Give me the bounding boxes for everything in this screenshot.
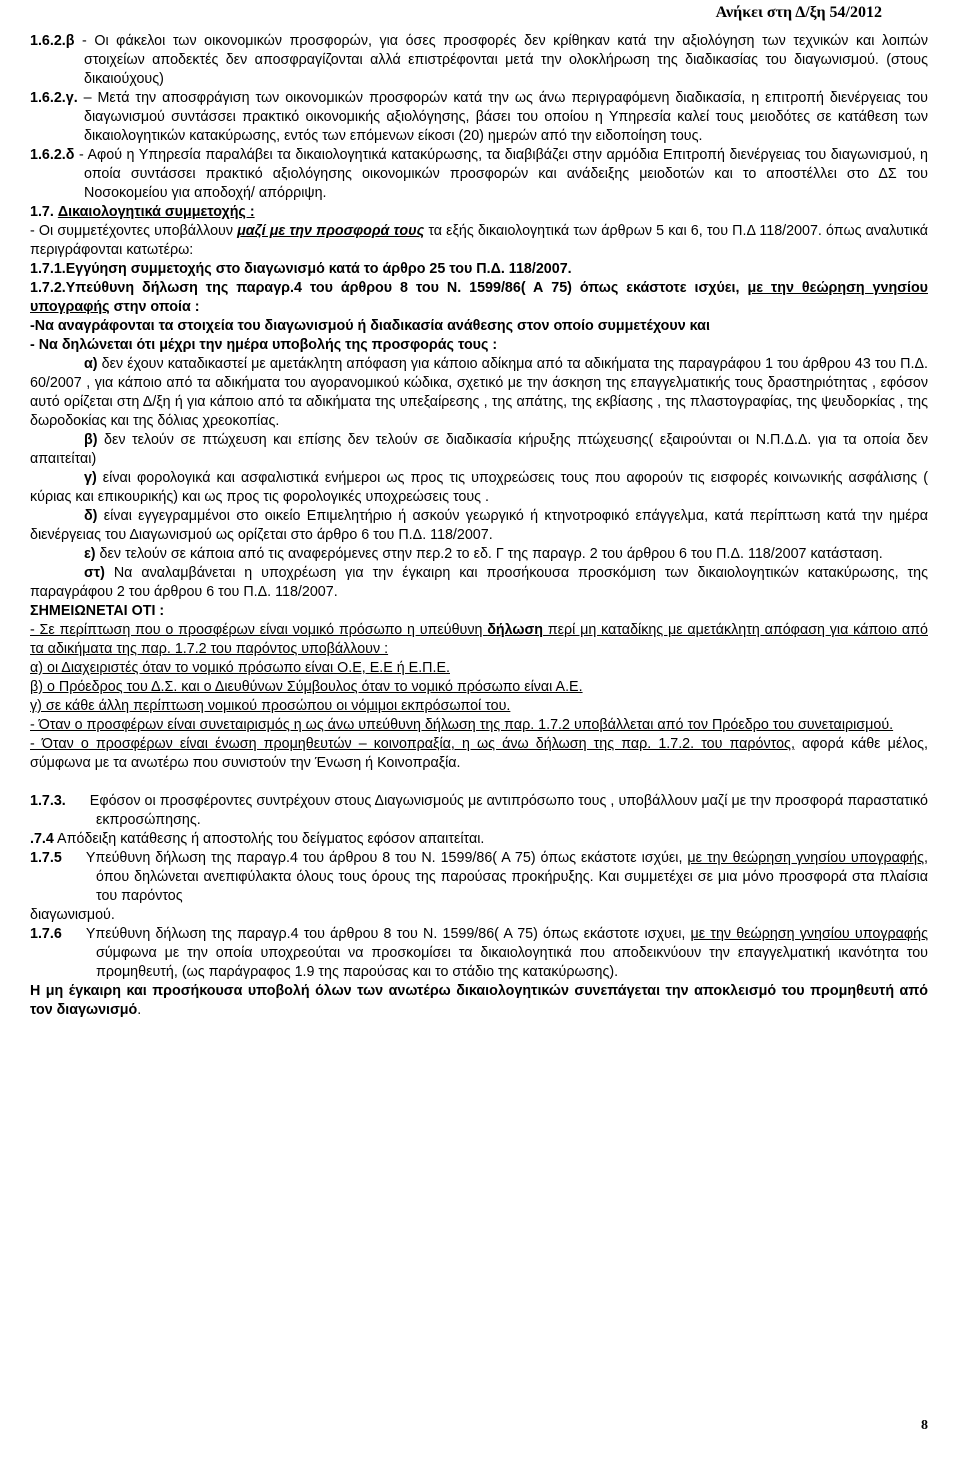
section-number: 1.7. xyxy=(30,204,54,220)
intro-text: - Οι συμμετέχοντες υποβάλλουν xyxy=(30,223,238,239)
note-text-rest: αφορά κάθε μέλος, σύμφωνα με τα ανωτέρω που συνιστούν την Ένωση ή Κοινοπραξία. xyxy=(30,736,928,771)
item-label: στ) xyxy=(84,565,105,581)
note-text: - Όταν ο προσφέρων είναι ένωση προμηθευτών – κοινοπραξία, η ως άνω δήλωση της παρ. 1.7.2. του παρόντος, xyxy=(30,736,795,752)
item-d xyxy=(30,507,928,545)
note-6 xyxy=(30,735,928,773)
item-e xyxy=(30,545,928,564)
section-1-7-3 xyxy=(30,792,928,830)
section-text: Απόδειξη κατάθεσης ή αποστολής του δείγματος εφόσον απαιτείται. xyxy=(53,831,485,847)
section-1-6-2-b xyxy=(30,32,928,89)
intro-emphasis: μαζί με την προσφορά τους xyxy=(237,223,425,239)
section-number: .7.4 xyxy=(30,831,54,847)
notes-title: ΣΗΜΕΙΩΝΕΤΑΙ ΟΤΙ : xyxy=(30,603,165,619)
item-text: είναι εγγεγραμμένοι στο οικείο Επιμελητήριο ή ασκούν γεωργικό ή κτηνοτροφικό επάγγελμα, κατά περίπτωση κατά την ημέρα διενέργειας του Διαγωνισμού ως ορίζεται στο άρθρο 6 του Π.Δ. 118/2007. xyxy=(30,508,928,543)
section-text: - Αφού η Υπηρεσία παραλάβει τα δικαιολογητικά κατακύρωσης, τα διαβιβάζει στην αρμόδια Επιτροπή διενέργειας του διαγωνισμού, η οποία συντάσσει πρακτικό αξιολόγησης οικονομικών προσφορών και ανάδειξης μειοδοτών και το αποστέλλει στο ΔΣ του Νοσοκομείου για αποδοχή/ απόρριψη. xyxy=(74,147,928,201)
intro-text-rest: τα εξής δικαιολογητικά των άρθρων 5 και 6, του Π.Δ 118/2007. όπως αναλυτικά περιγράφονται κατωτέρω: xyxy=(30,223,928,258)
item-label: β) xyxy=(84,432,98,448)
final-statement-end: . xyxy=(137,1002,142,1018)
item-text: δεν τελούν σε πτώχευση και επίσης δεν τελούν σε διαδικασία κήρυξης πτώχευσης( εξαιρούνται οι Ν.Π.Δ.Δ. για τα οποία δεν απαιτείται) xyxy=(30,432,928,467)
page-header: Ανήκει στη Δ/ξη 54/2012 xyxy=(715,4,882,21)
note-text: - Σε περίπτωση που ο προσφέρων είναι νομικό πρόσωπο η υπεύθυνη xyxy=(30,622,488,638)
signature-clause: με την θεώρηση γνησίου υπογραφής xyxy=(30,280,928,315)
signature-clause: με την θεώρηση γνησίου υπογραφής xyxy=(687,850,925,866)
section-number: 1.7.6 xyxy=(30,926,62,942)
item-label: α) xyxy=(84,356,98,372)
note-3: β) ο Πρόεδρος του Δ.Σ. και ο Διευθύνων Σύμβουλος όταν το νομικό πρόσωπο είναι Α.Ε. xyxy=(30,679,583,695)
section-text: Εφόσον οι προσφέροντες συντρέχουν στους Διαγωνισμούς με αντιπρόσωπο τους , υποβάλλουν μαζί με την προσφορά παραστατικό εκπροσώπησης. xyxy=(89,793,928,828)
item-label: ε) xyxy=(84,546,96,562)
item-label: δ) xyxy=(84,508,98,524)
note-emphasis: δήλωση xyxy=(487,622,544,638)
section-number: 1.7.5 xyxy=(30,850,62,866)
section-1-7-1: 1.7.1.Εγγύηση συμμετοχής στο διαγωνισμό κατά το άρθρο 25 του Π.Δ. 118/2007. xyxy=(30,261,572,277)
item-text: δεν έχουν καταδικαστεί με αμετάκλητη απόφαση για κάποιο αδίκημα από τα αδικήματα της παραγράφου 1 του άρθρου 43 του Π.Δ. 60/2007 , για κάποιο από τα αδικήματα του αγορανομικού κώδικα, σχετικό με την άσκηση της επαγγελματικής τους δραστηριότητας , εφόσον αυτό ορίζεται στη Δ/ξη ή για κάποιο από τα αδικήματα της υπεξαίρεσης , της απάτης, της εκβίασης , της πλαστογραφίας, της ψευδορκίας , της δωροδοκίας και της δόλιας χρεοκοπίας. xyxy=(30,356,928,429)
spacer xyxy=(30,773,928,792)
section-text-end: σύμφωνα με την οποία υποχρεούται να προσκομίσει τα δικαιολογητικά που αποδεικνύουν την επαγγελματική ικανότητα του προμηθευτή, (ως παράγραφος 1.9 της παρούσας και το στάδιο της κατακύρωσης). xyxy=(96,945,928,980)
item-f xyxy=(30,564,928,602)
note-5: - Όταν ο προσφέρων είναι συνεταιρισμός η ως άνω υπεύθυνη δήλωση της παρ. 1.7.2 υποβάλλεται από τον Πρόεδρο του συνεταιρισμού. xyxy=(30,717,894,733)
item-text: δεν τελούν σε κάποια από τις αναφερόμενες στην περ.2 το εδ. Γ της παραγρ. 2 του άρθρου 6 του Π.Δ. 118/2007 κατάσταση. xyxy=(95,546,883,562)
section-1-7-2 xyxy=(30,279,928,317)
section-number: 1.6.2.β xyxy=(30,33,75,49)
item-label: γ) xyxy=(84,470,97,486)
item-a xyxy=(30,355,928,431)
section-text-end: , όπου δηλώνεται ανεπιφύλακτα όλους τους όρους της παρούσας προκήρυξης. Και συμμετέχει σε μια μόνο προσφορά στα πλαίσια του παρόντος xyxy=(96,850,928,904)
section-number: 1.6.2.δ xyxy=(30,147,75,163)
item-b xyxy=(30,431,928,469)
requirement-line-2: - Να δηλώνεται ότι μέχρι την ημέρα υποβολής της προσφοράς τους : xyxy=(30,337,498,353)
section-text-end: στην οποία : xyxy=(109,299,200,315)
section-text: – Μετά την αποσφράγιση των οικονομικών προσφορών κατά την ως άνω περιγραφόμενη διαδικασία, η επιτροπή διενέργειας του διαγωνισμού συντάσσει πρακτικό οικονομικής αξιολόγησης, βάσει του οποίου η Υπηρεσία καλεί τους μειοδότες σε κατάθεση των δικαιολογητικών κατακύρωσης, εντός των επόμενων είκοσι (20) ημερών από την ειδοποίηση τους. xyxy=(77,90,928,144)
note-text-rest: περί μη καταδίκης με αμετάκλητη απόφαση για κάποιο από τα αδικήματα της παρ. 1.7.2 του παρόντος υποβάλλουν : xyxy=(30,622,928,657)
item-text: Να αναλαμβάνεται η υποχρέωση για την έγκαιρη και προσήκουσα προσκόμιση των δικαιολογητικών κατακύρωσης, της παραγράφου 2 του άρθρου 6 του Π.Δ. 118/2007. xyxy=(30,565,928,600)
section-1-7-6 xyxy=(30,925,928,982)
section-1-6-2-c xyxy=(30,89,928,146)
final-statement-text: Η μη έγκαιρη και προσήκουσα υποβολή όλων των ανωτέρω δικαιολογητικών συνεπάγεται την αποκλεισμό του προμηθευτή από τον διαγωνισμό xyxy=(30,983,928,1018)
section-text: Υπεύθυνη δήλωση της παραγρ.4 του άρθρου 8 του Ν. 1599/86( Α 75) όπως εκάστοτε ισχυει, xyxy=(85,926,691,942)
item-text: είναι φορολογικά και ασφαλιστικά ενήμεροι ως προς τις υποχρεώσεις τους που αφορούν τις εισφορές κοινωνικής ασφάλισης ( κύριας και επικουρικής) και ως προς τις φορολογικές υποχρεώσεις τους . xyxy=(30,470,928,505)
section-1-7-4 xyxy=(30,830,928,849)
section-text: - Οι φάκελοι των οικονομικών προσφορών, για όσες προσφορές δεν κρίθηκαν κατά την αξιολόγηση των τεχνικών και λοιπών στοιχείων αποδεκτές δεν αποσφραγίζονται αλλά επιστρέφονται μετά την ολοκλήρωση της διαδικασίας του διαγωνισμού. (στους δικαιούχους) xyxy=(74,33,928,87)
section-text: 1.7.2.Υπεύθυνη δήλωση της παραγρ.4 του άρθρου 8 του Ν. 1599/86( Α 75) όπως εκάστοτε ισχύει, xyxy=(30,280,748,296)
section-1-6-2-d xyxy=(30,146,928,203)
section-1-7-5 xyxy=(30,849,928,906)
section-1-7-5-tail: διαγωνισμού. xyxy=(30,907,115,923)
page-number: 8 xyxy=(921,1418,928,1433)
section-number: 1.6.2.γ. xyxy=(30,90,78,106)
note-2: α) οι Διαχειριστές όταν το νομικό πρόσωπο είναι Ο.Ε, Ε.Ε ή Ε.Π.Ε. xyxy=(30,660,450,676)
note-1 xyxy=(30,621,928,659)
document-body xyxy=(30,32,928,1020)
requirement-line-1: -Να αναγράφονται τα στοιχεία του διαγωνισμού ή διαδικασία ανάθεσης στον οποίο συμμετέχουν και xyxy=(30,318,710,334)
section-1-7-heading xyxy=(30,203,928,222)
section-text: Υπεύθυνη δήλωση της παραγρ.4 του άρθρου 8 του Ν. 1599/86( Α 75) όπως εκάστοτε ισχύει, xyxy=(85,850,688,866)
note-4: γ) σε κάθε άλλη περίπτωση νομικού προσώπου οι νόμιμοι εκπρόσωποί του. xyxy=(30,698,511,714)
section-1-7-intro xyxy=(30,222,928,260)
final-statement xyxy=(30,982,928,1020)
section-number: 1.7.3. xyxy=(30,793,66,809)
item-c xyxy=(30,469,928,507)
section-title: Δικαιολογητικά συμμετοχής : xyxy=(57,204,255,220)
signature-clause: με την θεώρηση γνησίου υπογραφής xyxy=(690,926,929,942)
